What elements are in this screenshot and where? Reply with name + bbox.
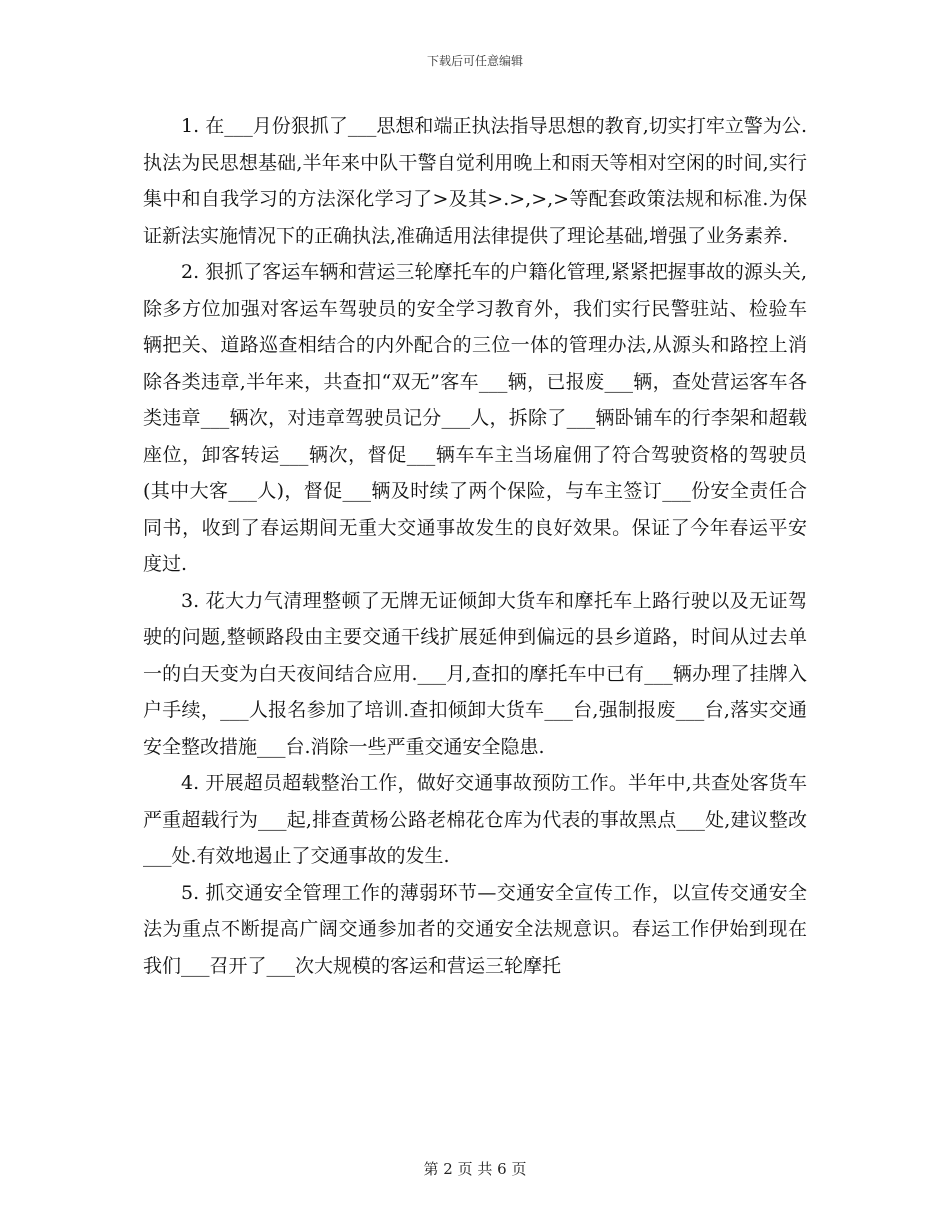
paragraph-5: 5. 抓交通安全管理工作的薄弱环节—交通安全宣传工作，以宣传交通安全法为重点不断提高广阔交通参加者的交通安全法规意识。春运工作伊始到现在我们___召开了___次大规模的客运和营运三轮摩托	[143, 881, 807, 977]
page-header-note: 下载后可任意编辑	[426, 54, 523, 68]
paragraph-4: 4. 开展超员超载整治工作，做好交通事故预防工作。半年中,共查处客货车严重超载行为___起,排查黄杨公路老棉花仓库为代表的事故黑点___处,建议整改___处.有效地遏止了交通事故的发生.	[143, 772, 807, 867]
document-body	[143, 108, 807, 984]
page-number-footer: 第 2 页 共 6 页	[423, 1160, 527, 1178]
paragraph-2: 2. 狠抓了客运车辆和营运三轮摩托车的户籍化管理,紧紧把握事故的源头关,除多方位加强对客运车驾驶员的安全学习教育外，我们实行民警驻站、检验车辆把关、道路巡查相结合的内外配合的三位一体的管理办法,从源头和路控上消除各类违章,半年来，共查扣“双无”客车___辆，已报废___辆，查处营运客车各类违章___辆次，对违章驾驶员记分___人，拆除了___辆卧铺车的行李架和超载座位，卸客转运___辆次，督促___辆车车主当场雇佣了符合驾驶资格的驾驶员(其中大客___人)，督促___辆及时续了两个保险，与车主签订___份安全责任合同书，收到了春运期间无重大交通事故发生的良好效果。保证了今年春运平安度过.	[143, 261, 807, 575]
paragraph-1: 1. 在___月份狠抓了___思想和端正执法指导思想的教育,切实打牢立警为公.执法为民思想基础,半年来中队干警自觉利用晚上和雨天等相对空闲的时间,实行集中和自我学习的方法深化学习了>及其>.>,>,>等配套政策法规和标准.为保证新法实施情况下的正确执法,准确适用法律提供了理论基础,增强了业务素养.	[143, 115, 807, 247]
paragraph-3: 3. 花大力气清理整顿了无牌无证倾卸大货车和摩托车上路行驶以及无证驾驶的问题,整顿路段由主要交通干线扩展延伸到偏远的县乡道路，时间从过去单一的白天变为白天夜间结合应用.___月,查扣的摩托车中已有___辆办理了挂牌入户手续，___人报名参加了培训.查扣倾卸大货车___台,强制报废___台,落实交通安全整改措施___台.消除一些严重交通安全隐患.	[143, 589, 807, 758]
